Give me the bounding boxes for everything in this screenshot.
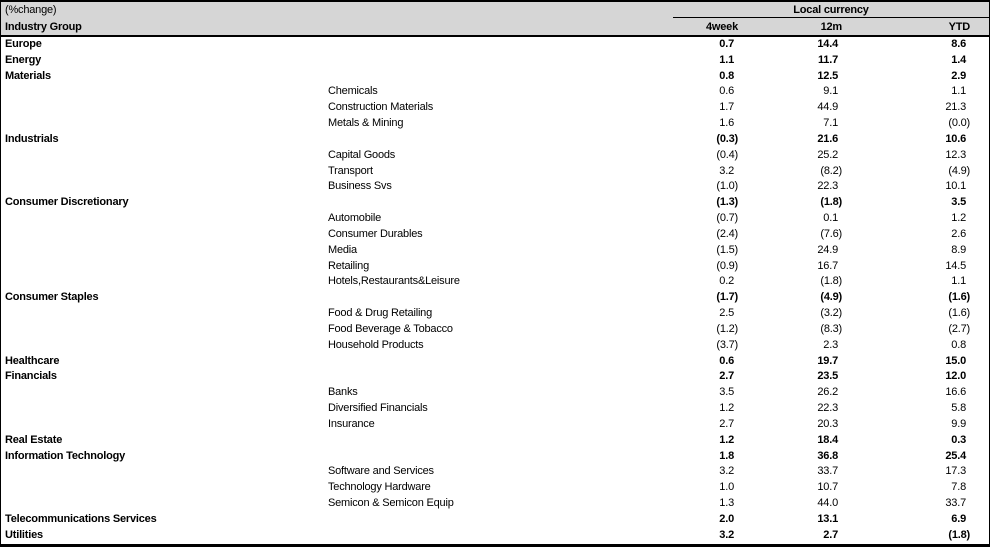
value-4week: 0.6 <box>719 85 734 98</box>
table-row <box>1 84 989 100</box>
table-row <box>1 179 989 195</box>
row-label: Energy <box>5 53 42 66</box>
value-ytd: 8.9 <box>951 243 966 256</box>
table-row <box>1 354 989 370</box>
value-4week: (1.0) <box>716 180 738 193</box>
value-4week: 1.2 <box>719 433 734 446</box>
table-row <box>1 528 989 544</box>
table-row <box>1 464 989 480</box>
row-label: Materials <box>5 69 51 82</box>
value-4week: 1.8 <box>719 449 734 462</box>
value-4week: (3.7) <box>716 338 738 351</box>
value-12m: (1.8) <box>820 196 842 209</box>
value-4week: (0.4) <box>716 148 738 161</box>
value-ytd: 3.5 <box>951 196 966 209</box>
row-label: Real Estate <box>5 433 63 446</box>
value-ytd: (2.7) <box>948 322 970 335</box>
value-ytd: (1.6) <box>948 307 970 320</box>
row-label: Chemicals <box>328 85 378 98</box>
value-ytd: 5.8 <box>951 402 966 415</box>
row-label: Consumer Durables <box>328 227 423 240</box>
table-row <box>1 480 989 496</box>
value-12m: 18.4 <box>817 433 838 446</box>
value-ytd: 7.8 <box>951 481 966 494</box>
value-12m: 33.7 <box>817 465 838 478</box>
row-label: Financials <box>5 370 57 383</box>
row-label: Technology Hardware <box>328 481 431 494</box>
row-label: Europe <box>5 38 42 50</box>
value-4week: (0.7) <box>716 212 738 225</box>
row-label: Construction Materials <box>328 101 434 114</box>
value-ytd: 14.5 <box>945 259 966 272</box>
value-4week: 2.7 <box>719 417 734 430</box>
value-ytd: 21.3 <box>945 101 966 114</box>
value-ytd: 1.4 <box>951 53 966 66</box>
pct-change-label: (%change) <box>5 4 57 16</box>
value-4week: 0.6 <box>719 354 734 367</box>
value-ytd: 10.6 <box>945 132 966 145</box>
value-12m: 7.1 <box>823 117 838 130</box>
value-12m: (4.9) <box>820 291 842 304</box>
value-ytd: 12.3 <box>945 148 966 161</box>
value-ytd: 1.1 <box>951 275 966 288</box>
value-4week: (0.9) <box>716 259 738 272</box>
value-4week: (1.3) <box>716 196 738 209</box>
value-4week: 1.7 <box>719 101 734 114</box>
value-4week: (1.7) <box>716 291 738 304</box>
value-12m: 13.1 <box>817 512 838 525</box>
value-ytd: 25.4 <box>945 449 966 462</box>
value-4week: 3.2 <box>719 465 734 478</box>
row-label: Consumer Staples <box>5 291 99 304</box>
table-row <box>1 401 989 417</box>
value-ytd: 1.1 <box>951 85 966 98</box>
value-12m: 24.9 <box>817 243 838 256</box>
value-ytd: 33.7 <box>945 497 966 510</box>
column-header-12m: 12m <box>820 21 842 33</box>
row-label: Metals & Mining <box>328 117 404 130</box>
value-ytd: 1.2 <box>951 212 966 225</box>
table-row <box>1 385 989 401</box>
value-4week: 3.5 <box>719 386 734 399</box>
table-body <box>1 37 989 544</box>
value-4week: (0.3) <box>716 132 738 145</box>
row-label: Automobile <box>328 212 382 225</box>
value-12m: 25.2 <box>817 148 838 161</box>
value-ytd: (1.8) <box>948 528 970 541</box>
row-label: Utilities <box>5 528 43 541</box>
value-ytd: (0.0) <box>948 117 970 130</box>
value-4week: (2.4) <box>716 227 738 240</box>
value-4week: 3.2 <box>719 528 734 541</box>
value-12m: 14.4 <box>817 38 838 50</box>
value-12m: (3.2) <box>820 307 842 320</box>
table-row <box>1 132 989 148</box>
local-currency-label: Local currency <box>793 4 869 16</box>
value-4week: 0.8 <box>719 69 734 82</box>
value-12m: 9.1 <box>823 85 838 98</box>
table-row <box>1 306 989 322</box>
row-label: Business Svs <box>328 180 392 193</box>
table-row <box>1 417 989 433</box>
value-4week: 1.0 <box>719 481 734 494</box>
column-header-ytd: YTD <box>948 21 970 33</box>
row-label: Retailing <box>328 259 370 272</box>
value-ytd: 16.6 <box>945 386 966 399</box>
table-row <box>1 290 989 306</box>
value-ytd: 2.6 <box>951 227 966 240</box>
row-label: Household Products <box>328 338 424 351</box>
value-4week: 1.6 <box>719 117 734 130</box>
row-label: Capital Goods <box>328 148 396 161</box>
value-ytd: 15.0 <box>945 354 966 367</box>
row-label: Insurance <box>328 417 375 430</box>
table-row <box>1 274 989 290</box>
value-12m: (1.8) <box>820 275 842 288</box>
table-row <box>1 322 989 338</box>
table-row <box>1 496 989 512</box>
value-ytd: 2.9 <box>951 69 966 82</box>
value-12m: 20.3 <box>817 417 838 430</box>
table-row <box>1 195 989 211</box>
value-12m: (8.2) <box>820 164 842 177</box>
value-ytd: 12.0 <box>945 370 966 383</box>
value-ytd: 0.3 <box>951 433 966 446</box>
value-4week: 2.0 <box>719 512 734 525</box>
value-ytd: 9.9 <box>951 417 966 430</box>
table-row <box>1 259 989 275</box>
value-4week: 0.7 <box>719 38 734 50</box>
row-label: Semicon & Semicon Equip <box>328 497 454 510</box>
value-12m: 19.7 <box>817 354 838 367</box>
industry-group-column-header: Industry Group <box>5 21 82 33</box>
local-currency-group-header <box>673 2 989 18</box>
value-4week: 2.5 <box>719 307 734 320</box>
table-row <box>1 116 989 132</box>
value-12m: 0.1 <box>823 212 838 225</box>
value-ytd: 17.3 <box>945 465 966 478</box>
value-12m: 36.8 <box>817 449 838 462</box>
row-label: Media <box>328 243 357 256</box>
value-12m: 22.3 <box>817 402 838 415</box>
row-label: Consumer Discretionary <box>5 196 129 209</box>
value-12m: 16.7 <box>817 259 838 272</box>
value-ytd: 10.1 <box>945 180 966 193</box>
table-row <box>1 369 989 385</box>
value-12m: 44.9 <box>817 101 838 114</box>
value-12m: 2.3 <box>823 338 838 351</box>
value-4week: 0.2 <box>719 275 734 288</box>
value-12m: 10.7 <box>817 481 838 494</box>
row-label: Transport <box>328 164 373 177</box>
value-4week: 1.2 <box>719 402 734 415</box>
value-12m: 11.7 <box>817 53 838 66</box>
row-label: Telecommunications Services <box>5 512 157 525</box>
row-label: Food Beverage & Tobacco <box>328 322 453 335</box>
value-ytd: 0.8 <box>951 338 966 351</box>
table-row <box>1 512 989 528</box>
row-label: Diversified Financials <box>328 402 428 415</box>
row-label: Industrials <box>5 132 59 145</box>
table-row <box>1 148 989 164</box>
value-12m: 2.7 <box>823 528 838 541</box>
row-label: Food & Drug Retailing <box>328 307 433 320</box>
value-4week: 1.1 <box>719 53 734 66</box>
value-4week: 3.2 <box>719 164 734 177</box>
value-12m: (8.3) <box>820 322 842 335</box>
value-12m: 12.5 <box>817 69 838 82</box>
table-row <box>1 449 989 465</box>
row-label: Banks <box>328 386 358 399</box>
header-row-1 <box>1 2 989 19</box>
row-label: Software and Services <box>328 465 434 478</box>
value-4week: (1.5) <box>716 243 738 256</box>
value-ytd: 8.6 <box>951 38 966 50</box>
value-4week: 2.7 <box>719 370 734 383</box>
table-row <box>1 69 989 85</box>
value-12m: 26.2 <box>817 386 838 399</box>
value-12m: 21.6 <box>817 132 838 145</box>
table-row <box>1 37 989 53</box>
table-row <box>1 211 989 227</box>
value-4week: 1.3 <box>719 497 734 510</box>
value-12m: 44.0 <box>817 497 838 510</box>
value-ytd: (1.6) <box>948 291 970 304</box>
value-ytd: (4.9) <box>948 164 970 177</box>
table-row <box>1 433 989 449</box>
table-row <box>1 164 989 180</box>
row-label: Information Technology <box>5 449 126 462</box>
value-12m: (7.6) <box>820 227 842 240</box>
value-ytd: 6.9 <box>951 512 966 525</box>
value-12m: 23.5 <box>817 370 838 383</box>
table-row <box>1 243 989 259</box>
table-row <box>1 53 989 69</box>
table-row <box>1 338 989 354</box>
table-row <box>1 100 989 116</box>
value-12m: 22.3 <box>817 180 838 193</box>
row-label: Hotels,Restaurants&Leisure <box>328 275 460 288</box>
table-row <box>1 227 989 243</box>
value-4week: (1.2) <box>716 322 738 335</box>
table-header <box>1 2 989 37</box>
row-label: Healthcare <box>5 354 60 367</box>
column-header-4week: 4week <box>705 21 738 33</box>
header-row-2 <box>1 19 989 35</box>
